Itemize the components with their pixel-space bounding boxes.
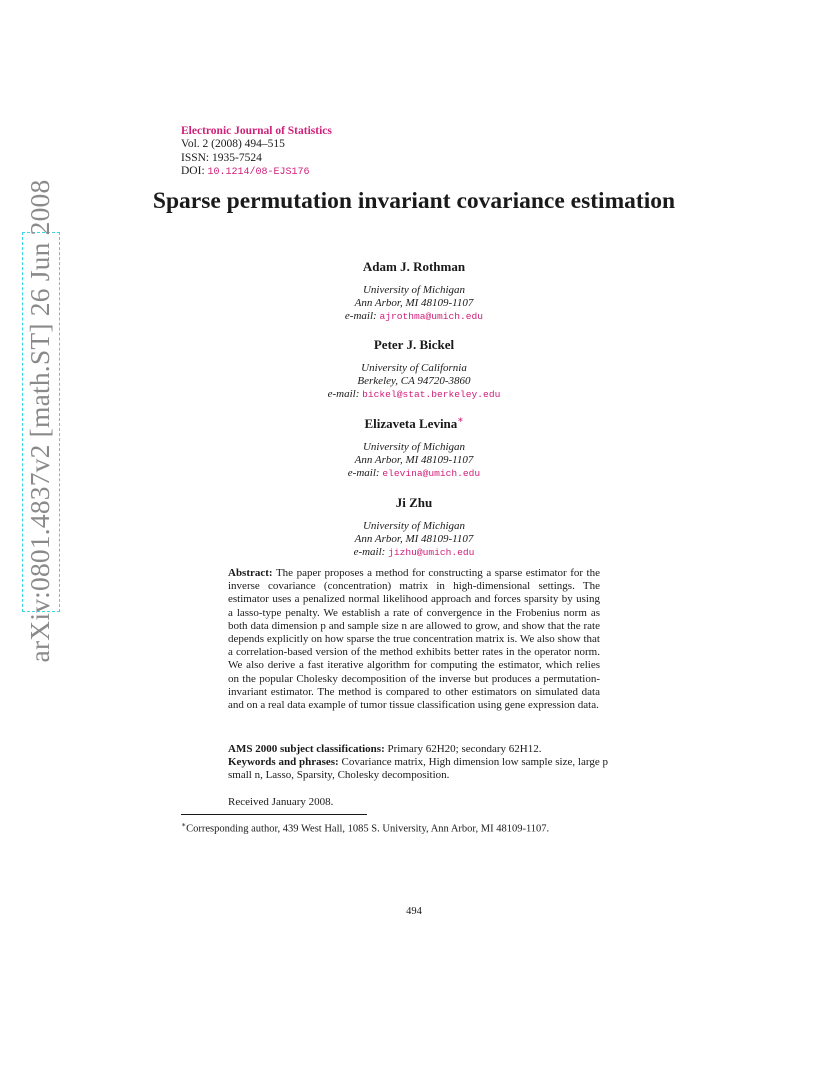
author-email-line [214, 310, 614, 323]
doi-link[interactable]: 10.1214/08-EJS176 [207, 167, 310, 179]
author-name: Adam J. Rothman [362, 259, 466, 274]
journal-header [181, 125, 332, 180]
keywords-label: Keywords and phrases: [228, 756, 339, 769]
footnote [181, 820, 549, 835]
classifications [228, 743, 608, 783]
author-address: Ann Arbor, MI 48109-1107 [354, 297, 474, 310]
journal-name[interactable]: Electronic Journal of Statistics [181, 125, 332, 137]
author-name-line [214, 416, 614, 432]
author-email-link[interactable]: elevina@umich.edu [382, 468, 481, 480]
footnote-text: Corresponding author, 439 West Hall, 1085 S. University, Ann Arbor, MI 48109-1107. [186, 823, 550, 835]
footnote-rule [181, 814, 367, 815]
email-label: e-mail: [353, 546, 389, 559]
author-block-levina [214, 416, 614, 481]
journal-doi-line [181, 165, 332, 179]
received-date: Received January 2008. [228, 796, 334, 808]
author-email-line [214, 467, 614, 480]
author-address: Berkeley, CA 94720-3860 [357, 375, 471, 388]
author-affiliation: University of Michigan [362, 520, 466, 532]
author-address: Ann Arbor, MI 48109-1107 [354, 454, 474, 467]
email-label: e-mail: [347, 467, 383, 480]
author-block-zhu [214, 495, 614, 560]
doi-label: DOI: [181, 165, 208, 178]
author-affiliation: University of Michigan [362, 441, 466, 453]
author-name: Ji Zhu [395, 495, 433, 510]
author-email-link[interactable]: jizhu@umich.edu [388, 547, 475, 559]
author-affiliation: University of Michigan [362, 284, 466, 296]
journal-issn: ISSN: 1935-7524 [181, 151, 262, 164]
author-name: Peter J. Bickel [373, 337, 455, 352]
abstract-label: Abstract: [228, 567, 273, 579]
ams-text: Primary 62H20; secondary 62H12. [387, 743, 542, 755]
keywords [228, 756, 608, 782]
journal-volume: Vol. 2 (2008) 494–515 [181, 138, 285, 151]
author-block-rothman [214, 259, 614, 324]
page-number: 494 [406, 906, 422, 917]
email-label: e-mail: [327, 388, 363, 401]
author-block-bickel [214, 337, 614, 402]
author-email-link[interactable]: bickel@stat.berkeley.edu [362, 389, 501, 401]
footnote-marker[interactable]: ∗ [457, 414, 464, 425]
abstract-text: The paper proposes a method for constructing a sparse estimator for the inverse covariance (concentration) matrix in high-dimensional settings. The estimator uses a penalized normal likelihood approach and forces sparsity by using a lasso-type penalty. We establish a rate of convergence in the Frobenius norm as both data dimension p and sample size n are allowed to grow, and show that the rate depends explicitly on how sparse the true concentration matrix is. We also show that a correlation-based version of the method exhibits better rates in the operator norm. We also derive a fast iterative algorithm for computing the estimator, which relies on the popular Cholesky decomposition of the inverse but produces a permutation-invariant estimator. The method is compared to other estimators on simulated data and on a real data example of tumor tissue classification using gene expression data. [228, 567, 600, 712]
author-email-line [214, 388, 614, 401]
footnote-mark: ∗ [181, 820, 187, 829]
author-address: Ann Arbor, MI 48109-1107 [354, 533, 474, 546]
author-email-line [214, 546, 614, 559]
ams-label: AMS 2000 subject classifications: [228, 743, 385, 755]
ams-classification [228, 743, 608, 756]
keywords-text: Covariance matrix, High dimension low sample size, large p small n, Lasso, Sparsity, Cholesky decomposition. [228, 756, 608, 782]
arxiv-identifier: arXiv:0801.4837v2 [math.ST] 26 Jun 2008 [24, 179, 55, 663]
author-name: Elizaveta Levina [364, 416, 458, 431]
abstract [228, 567, 600, 712]
paper-title: Sparse permutation invariant covariance estimation [152, 188, 676, 214]
author-affiliation: University of California [361, 362, 467, 374]
author-email-link[interactable]: ajrothma@umich.edu [379, 311, 484, 323]
email-label: e-mail: [344, 310, 380, 323]
